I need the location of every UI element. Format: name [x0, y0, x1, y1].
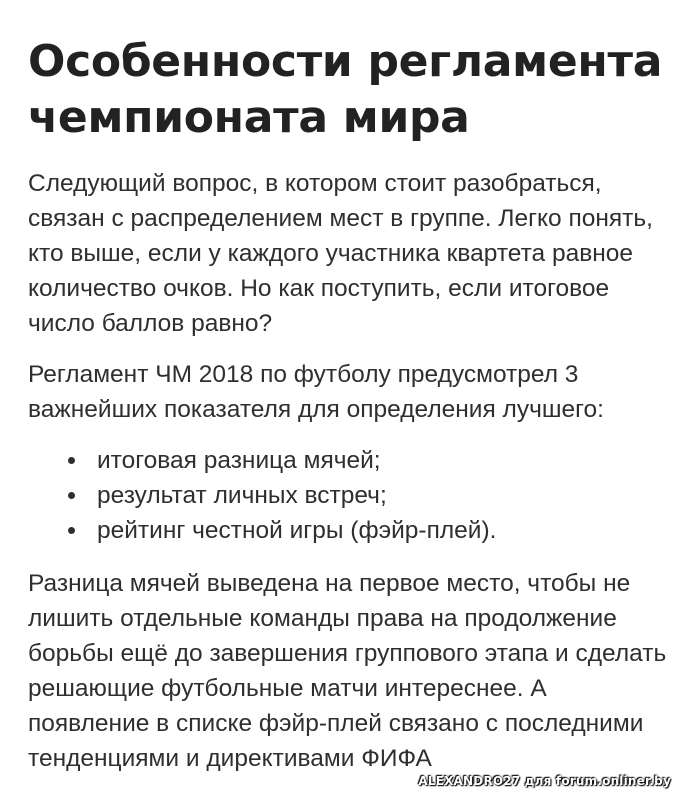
list-item [68, 513, 668, 548]
watermark: ALEXANDRO27 для forum.onliner.by [418, 774, 671, 788]
article [28, 34, 668, 776]
list-item-text: результат личных встреч; [97, 482, 387, 509]
list-item-text: рейтинг честной игры (фэйр-плей). [97, 517, 497, 544]
paragraph-regulation: Регламент ЧМ 2018 по футболу предусмотрел 3 важнейших показателя для определения лучшего: [28, 361, 604, 423]
criteria-list [28, 443, 668, 548]
list-item [68, 443, 668, 478]
bullet-icon [68, 492, 75, 499]
list-item-text: итоговая разница мячей; [97, 447, 381, 474]
bullet-icon [68, 457, 75, 464]
bullet-icon [68, 527, 75, 534]
paragraph-goal-difference: Разница мячей выведена на первое место, чтобы не лишить отдельные команды права на продолжение борьбы ещё до завершения группового этапа и сделать решающие футбольные матчи интереснее. А появление в списке фэйр-плей связано с последними тенденциями и директивами ФИФА [28, 570, 667, 772]
article-title: Особенности регламента чемпионата мира [28, 36, 663, 143]
list-item [68, 478, 668, 513]
paragraph-intro: Следующий вопрос, в котором стоит разобраться, связан с распределением мест в группе. Легко понять, кто выше, если у каждого участника квартета равное количество очков. Но как поступить, если итоговое число баллов равно? [28, 170, 653, 337]
